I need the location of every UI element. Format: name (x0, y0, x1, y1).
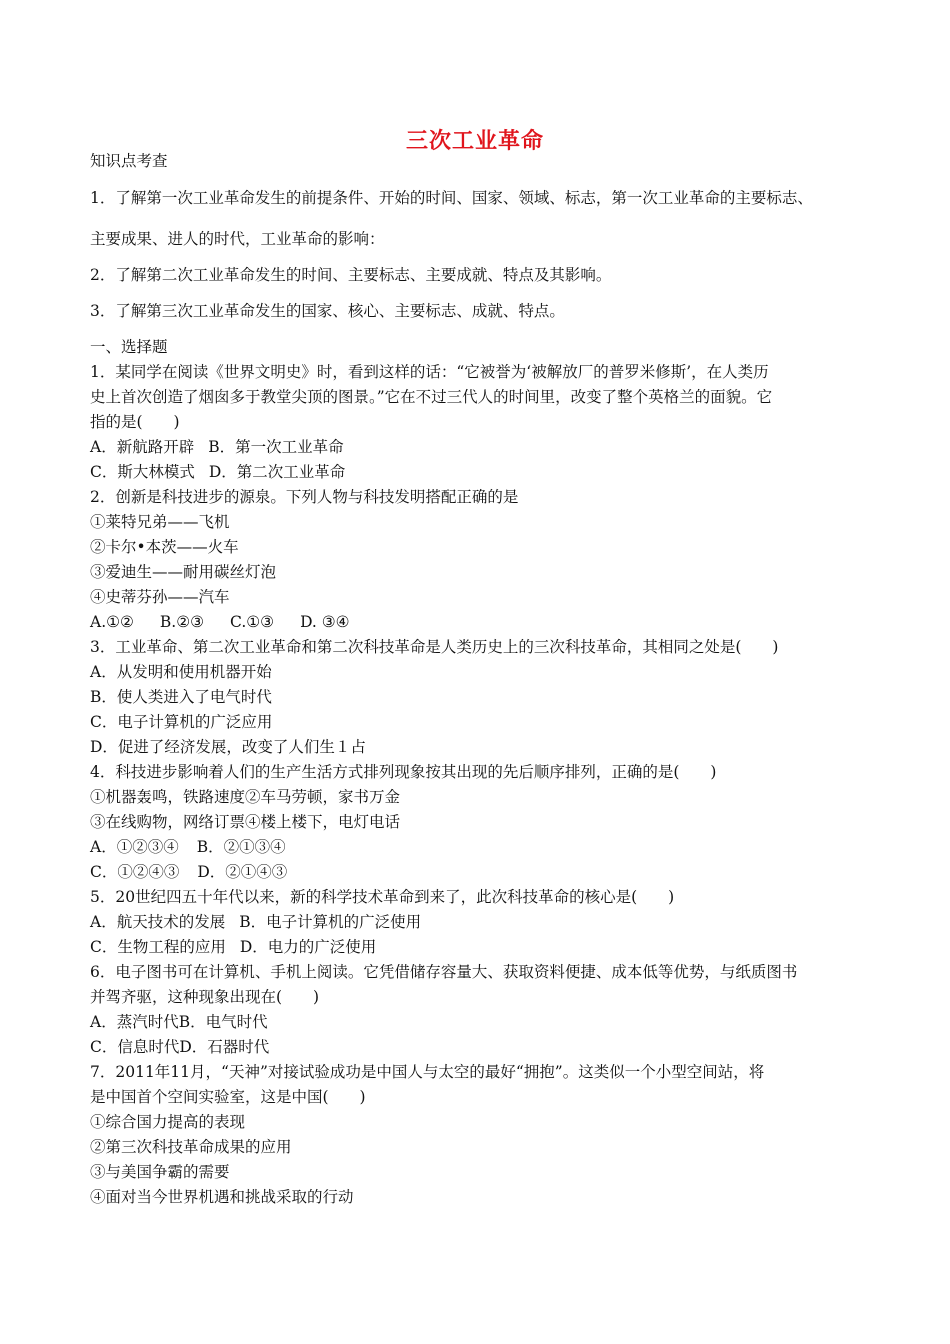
q4-options-ab (90, 836, 870, 858)
q4-item-line-2: ③在线购物，网络订票④楼上楼下，电灯电话 (90, 813, 401, 831)
q6-stem-line-1: 6．电子图书可在计算机、手机上阅读。它凭借储存容量大、获取资料便捷、成本低等优势，与纸质图书 (90, 963, 798, 981)
knowledge-point-1: 1．了解第一次工业革命发生的前提条件、开始的时间、国家、领域、标志，第一次工业革命的主要标志、 (90, 189, 813, 207)
q2-item-3: ③爱迪生——耐用碳丝灯泡 (90, 563, 277, 581)
q4-option-d: D．②①④③ (197, 863, 288, 881)
q3-option-a: A．从发明和使用机器开始 (90, 663, 272, 681)
q2-item-1: ①莱特兄弟——飞机 (90, 513, 230, 531)
q1-options-ab (90, 436, 870, 458)
q3-option-b: B．使人类进入了电气时代 (90, 688, 272, 706)
q6-options-ab: A．蒸汽时代B．电气时代 (90, 1013, 268, 1031)
q5-option-a: A．航天技术的发展 (90, 913, 226, 931)
q4-item-line-1: ①机器轰鸣，铁路速度②车马劳顿，家书万金 (90, 788, 401, 806)
q1-option-b: B．第一次工业革命 (208, 438, 344, 456)
q2-option-b: B.②③ (159, 613, 205, 631)
q4-option-c: C．①②④③ (90, 863, 180, 881)
q1-stem-line-2: 史上首次创造了烟囱多于教堂尖顶的图景。”它在不过三代人的时间里，改变了整个英格兰的面貌。它 (90, 388, 773, 406)
q3-stem: 3．工业革命、第二次工业革命和第二次科技革命是人类历史上的三次科技革命，其相同之处是( ) (90, 638, 779, 656)
q2-stem: 2．创新是科技进步的源泉。下列人物与科技发明搭配正确的是 (90, 488, 519, 506)
q5-options-cd (90, 936, 870, 958)
knowledge-point-2: 2．了解第二次工业革命发生的时间、主要标志、主要成就、特点及其影响。 (90, 266, 612, 284)
q5-option-d: D．电力的广泛使用 (239, 938, 377, 956)
q4-options-cd (90, 861, 870, 883)
q3-option-c: C．电子计算机的广泛应用 (90, 713, 273, 731)
q2-option-c: C.①③ (230, 613, 275, 631)
q5-option-c: C．生物工程的应用 (90, 938, 226, 956)
knowledge-point-1-cont: 主要成果、进人的时代，工业革命的影响： (90, 230, 385, 248)
q6-stem-line-2: 并驾齐驱，这种现象出现在( ) (90, 988, 320, 1006)
q7-stem-line-1: 7．2011年11月，“天神”对接试验成功是中国人与太空的最好“拥抱”。这类似一个小型空间站，将 (90, 1063, 765, 1081)
q4-stem: 4．科技进步影响着人们的生产生活方式排列现象按其出现的先后顺序排列，正确的是( ) (90, 763, 717, 781)
q7-item-1: ①综合国力提高的表现 (90, 1113, 246, 1131)
q5-options-ab (90, 911, 870, 933)
q7-item-2: ②第三次科技革命成果的应用 (90, 1138, 292, 1156)
q7-item-4: ④面对当今世界机遇和挑战采取的行动 (90, 1188, 354, 1206)
q1-option-d: D．第二次工业革命 (208, 463, 346, 481)
part-heading: 一、选择题 (90, 338, 168, 356)
q1-option-a: A．新航路开辟 (90, 438, 195, 456)
q2-item-4: ④史蒂芬孙——汽车 (90, 588, 230, 606)
q6-options-cd: C．信息时代D．石器时代 (90, 1038, 270, 1056)
section-heading: 知识点考查 (90, 152, 168, 170)
q2-options (90, 611, 870, 633)
q2-option-d: D. ③④ (300, 613, 350, 631)
q4-option-b: B．②①③④ (196, 838, 286, 856)
q7-stem-line-2: 是中国首个空间实验室，这是中国( ) (90, 1088, 366, 1106)
q1-stem-line-3: 指的是( ) (90, 413, 180, 431)
page-title: 三次工业革命 (405, 129, 544, 154)
q5-option-b: B．电子计算机的广泛使用 (239, 913, 422, 931)
q2-item-2: ②卡尔•本茨——火车 (90, 538, 239, 556)
q5-stem: 5．20世纪四五十年代以来，新的科学技术革命到来了，此次科技革命的核心是( ) (90, 888, 675, 906)
knowledge-point-3: 3．了解第三次工业革命发生的国家、核心、主要标志、成就、特点。 (90, 302, 565, 320)
q1-option-c: C．斯大林模式 (90, 463, 195, 481)
q1-stem-line-1: 1．某同学在阅读《世界文明史》时，看到这样的话：“它被誉为‘被解放厂的普罗米修斯’，在人类历 (90, 363, 769, 381)
q7-item-3: ③与美国争霸的需要 (90, 1163, 230, 1181)
q1-options-cd (90, 461, 870, 483)
q4-option-a: A．①②③④ (90, 838, 179, 856)
q2-option-a: A.①② (90, 613, 134, 631)
q3-option-d: D．促进了经济发展，改变了人们生１占 (90, 738, 366, 756)
